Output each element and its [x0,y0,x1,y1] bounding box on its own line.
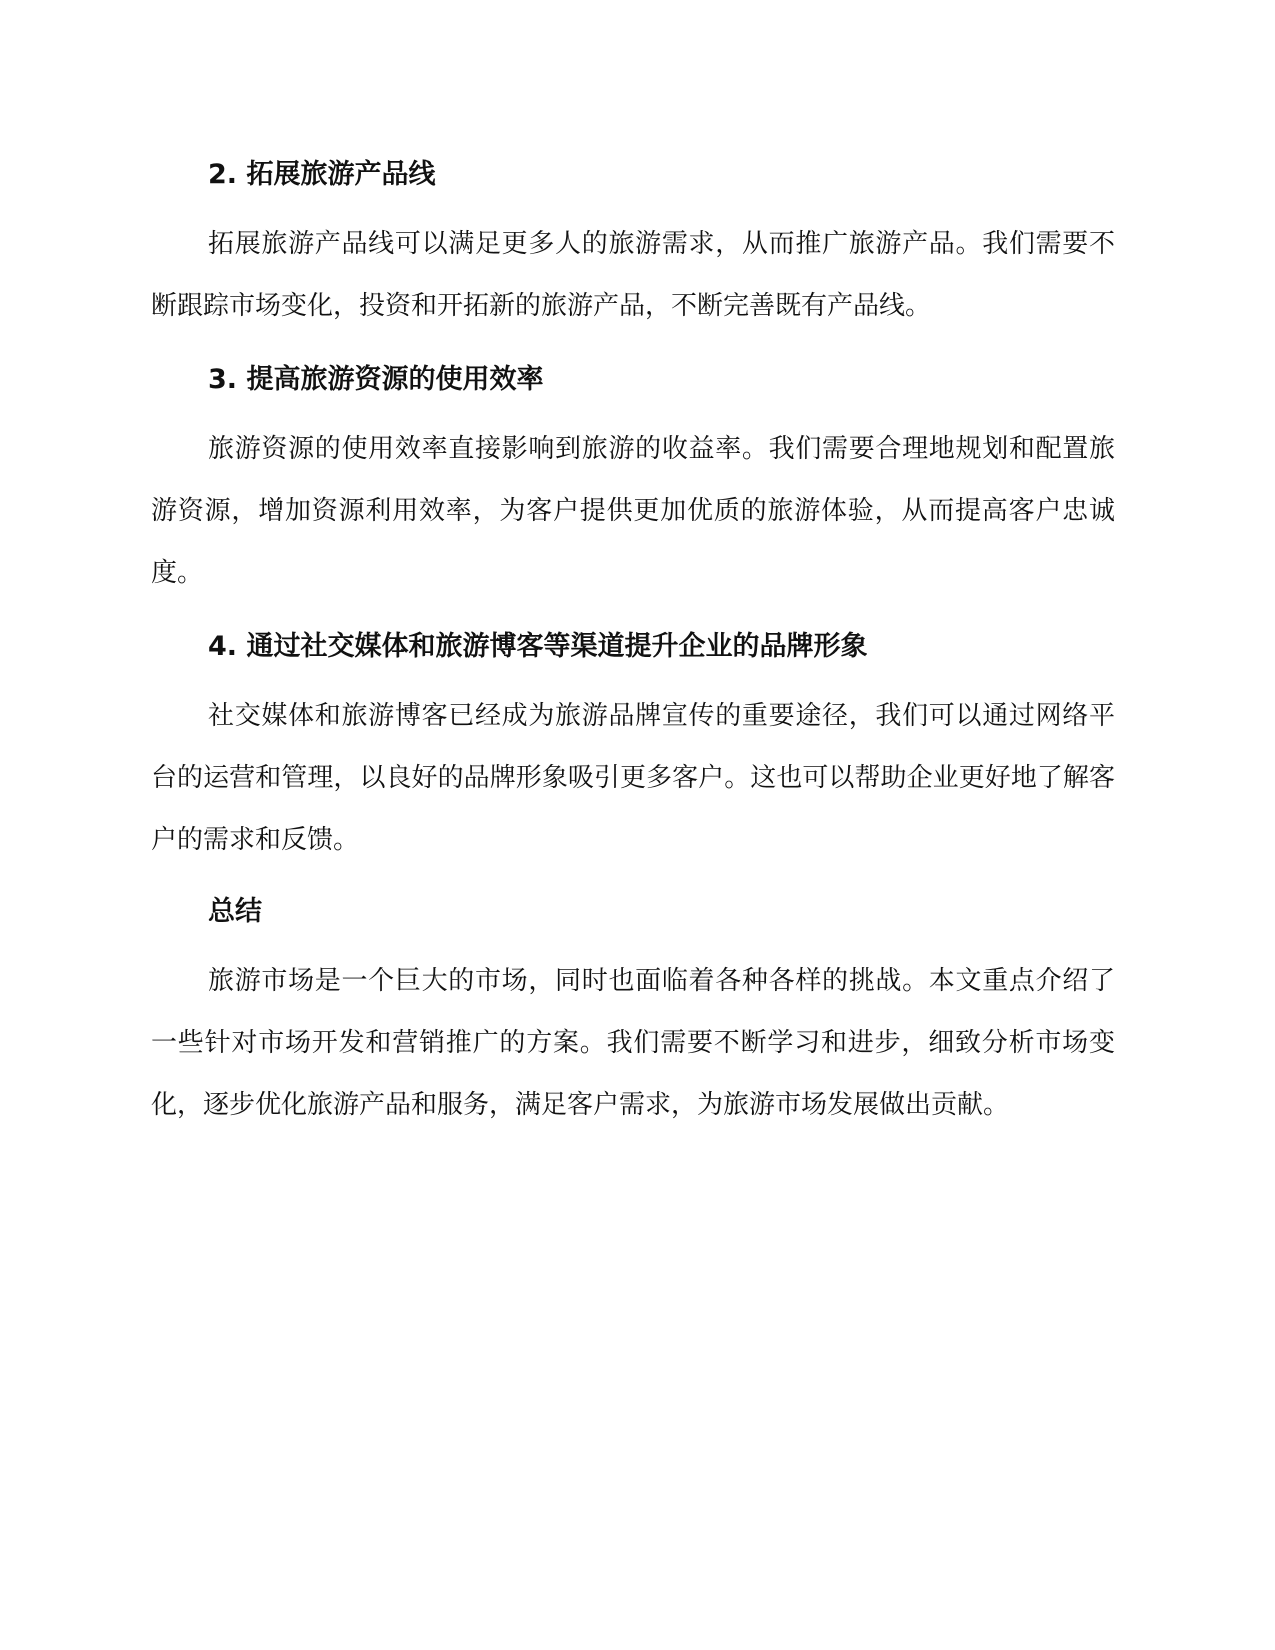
section-paragraph-product-line: 拓展旅游产品线可以满足更多人的旅游需求，从而推广旅游产品。我们需要不断跟踪市场变化，投资和开拓新的旅游产品，不断完善既有产品线。 [151,229,1115,321]
section-paragraph-resource-efficiency: 旅游资源的使用效率直接影响到旅游的收益率。我们需要合理地规划和配置旅游资源，增加资源利用效率，为客户提供更加优质的旅游体验，从而提高客户忠诚度。 [151,434,1115,588]
section-heading-resource-efficiency: 3. 提高旅游资源的使用效率 [208,364,544,395]
section-heading-summary: 总结 [208,896,262,927]
section-paragraph-summary: 旅游市场是一个巨大的市场，同时也面临着各种各样的挑战。本文重点介绍了一些针对市场开发和营销推广的方案。我们需要不断学习和进步，细致分析市场变化，逐步优化旅游产品和服务，满足客户需求，为旅游市场发展做出贡献。 [151,966,1115,1120]
section-paragraph-brand-image: 社交媒体和旅游博客已经成为旅游品牌宣传的重要途径，我们可以通过网络平台的运营和管理，以良好的品牌形象吸引更多客户。这也可以帮助企业更好地了解客户的需求和反馈。 [151,701,1115,855]
section-heading-brand-image: 4. 通过社交媒体和旅游博客等渠道提升企业的品牌形象 [208,631,868,662]
section-heading-product-line: 2. 拓展旅游产品线 [208,159,436,190]
